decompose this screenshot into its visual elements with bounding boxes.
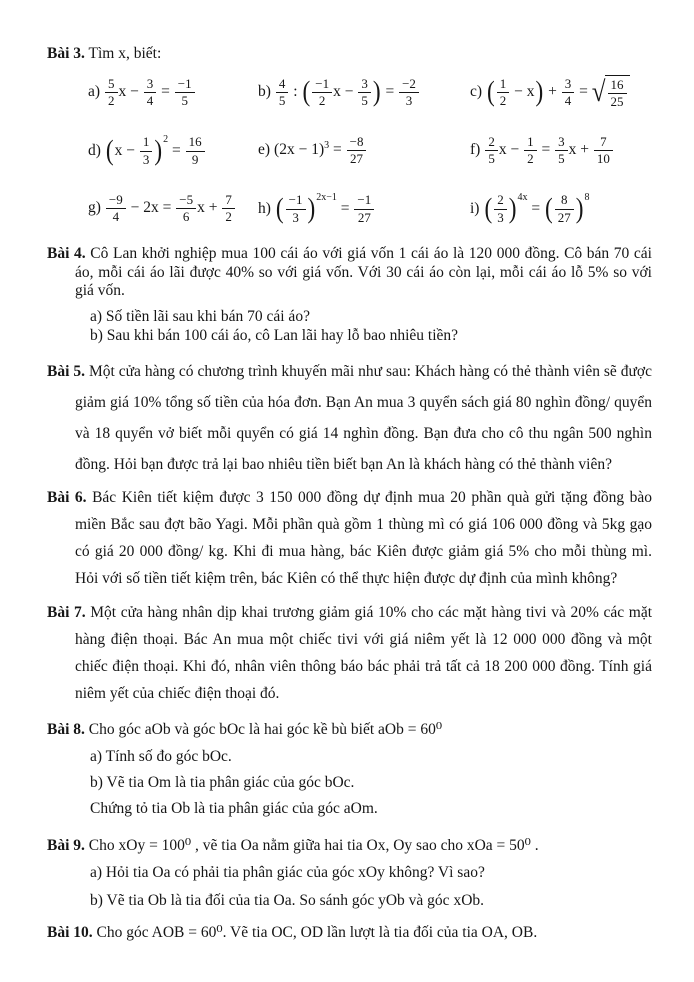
numerator: −9 bbox=[108, 191, 123, 207]
fraction bbox=[276, 77, 289, 109]
exponent: 3 bbox=[324, 139, 330, 151]
denominator: 2 bbox=[524, 150, 537, 166]
big-paren: ) bbox=[372, 75, 381, 108]
problem-4-label: Bài 4. bbox=[47, 245, 86, 263]
numerator: 1 bbox=[499, 75, 507, 91]
math-text: x + bbox=[197, 198, 222, 216]
denominator: 2 bbox=[105, 92, 118, 108]
denominator: 25 bbox=[608, 93, 627, 109]
fraction bbox=[524, 135, 537, 167]
equation-i-key: i) bbox=[470, 199, 480, 217]
problem-7-text: Một cửa hàng nhân dịp khai trương giảm giá 10% cho các mặt hàng tivi và 20% các mặt hàng điện thoại. Bác An mua một chiếc tivi với giá niêm yết là 12 000 000 đồng và một chiếc điện thoại. Khi đó, nhân viên thông báo bác phải trả tất cả 18 200 000 đồng. Tính giá niêm yết của chiếc điện thoại đó. bbox=[75, 604, 652, 703]
fraction bbox=[497, 77, 510, 109]
fraction bbox=[176, 193, 196, 225]
equation-c-math bbox=[486, 75, 629, 110]
denominator: 3 bbox=[286, 209, 306, 225]
numerator: 1 bbox=[527, 133, 534, 149]
problem-8-sub-c: Chứng tỏ tia Ob là tia phân giác của góc aOm. bbox=[90, 800, 378, 818]
fraction bbox=[399, 77, 419, 109]
problem-4 bbox=[47, 245, 652, 345]
problem-9-label: Bài 9. bbox=[47, 836, 85, 854]
numerator: 4 bbox=[278, 75, 286, 91]
numerator: 3 bbox=[146, 75, 154, 91]
big-paren: ) bbox=[535, 75, 544, 108]
denominator: 3 bbox=[494, 209, 507, 225]
problem-4-sub-b: b) Sau khi bán 100 cái áo, cô Lan lãi hay lỗ bao nhiêu tiền? bbox=[90, 326, 459, 344]
fraction bbox=[594, 135, 613, 167]
equation-g-math bbox=[105, 191, 236, 224]
fraction bbox=[186, 135, 205, 167]
problem-10 bbox=[47, 921, 652, 944]
fraction bbox=[140, 135, 153, 167]
numerator: 16 bbox=[610, 77, 624, 93]
fraction bbox=[354, 193, 374, 225]
fraction bbox=[555, 193, 574, 225]
numerator: −1 bbox=[357, 192, 372, 208]
math-text: x − bbox=[114, 141, 139, 159]
numerator: 2 bbox=[488, 133, 495, 149]
numerator: 16 bbox=[188, 134, 202, 150]
fraction bbox=[105, 77, 118, 109]
big-paren: ) bbox=[154, 134, 163, 167]
equation-f bbox=[470, 135, 652, 167]
exponent: 4x bbox=[517, 191, 528, 203]
denominator: 4 bbox=[144, 92, 157, 108]
problem-7-label: Bài 7. bbox=[47, 604, 86, 622]
numerator: 7 bbox=[600, 133, 607, 149]
problem-9 bbox=[47, 832, 652, 916]
fraction bbox=[608, 78, 627, 110]
numerator: 2 bbox=[497, 192, 504, 208]
problem-3-heading bbox=[47, 44, 652, 63]
denominator: 2 bbox=[497, 92, 510, 108]
math-text: (2x − 1) bbox=[274, 140, 325, 158]
big-paren: ( bbox=[544, 192, 553, 225]
fraction bbox=[106, 193, 126, 225]
equation-a bbox=[88, 77, 258, 109]
problem-5-body bbox=[47, 356, 652, 480]
denominator: 5 bbox=[485, 150, 498, 166]
fraction bbox=[485, 135, 498, 167]
equation-h-key: h) bbox=[258, 199, 271, 217]
equation-b-math bbox=[275, 75, 420, 108]
denominator: 10 bbox=[594, 150, 613, 166]
math-text: = bbox=[527, 199, 544, 217]
math-text: = bbox=[329, 140, 346, 158]
math-text: x − bbox=[118, 82, 143, 100]
equation-e bbox=[258, 135, 470, 167]
math-text: : bbox=[289, 82, 302, 100]
numerator: 8 bbox=[560, 192, 568, 208]
big-paren: ( bbox=[275, 192, 284, 225]
numerator: −1 bbox=[177, 75, 192, 91]
problem-6-text: Bác Kiên tiết kiệm được 3 150 000 đồng dự định mua 20 phần quà gửi tặng đồng bào miền Bắc sau đợt bão Yagi. Mỗi phần quà gồm 1 thùng mì có giá 106 000 đồng và 5kg gạo có giá 20 000 đồng/ kg. Khi đi mua hàng, bác Kiên được giảm giá 5% cho mỗi thùng mì. Hỏi với số tiền tiết kiệm trên, bác Kiên có thể thực hiện được dự định của mình không? bbox=[75, 489, 653, 588]
problem-10-label: Bài 10. bbox=[47, 924, 93, 942]
denominator: 4 bbox=[562, 92, 575, 108]
problem-5-label: Bài 5. bbox=[47, 363, 85, 381]
equation-b bbox=[258, 77, 470, 109]
equation-c-key: c) bbox=[470, 82, 483, 100]
equation-a-math bbox=[104, 75, 196, 108]
equation-row-1 bbox=[47, 63, 652, 121]
numerator: −2 bbox=[402, 75, 416, 91]
numerator: 3 bbox=[564, 75, 572, 91]
problem-4-body bbox=[47, 245, 652, 300]
equation-d bbox=[88, 134, 258, 167]
problem-7 bbox=[47, 600, 652, 708]
math-text: x − bbox=[498, 140, 524, 158]
exponent: 2x−1 bbox=[316, 191, 337, 203]
denominator: 2 bbox=[312, 92, 332, 108]
square-root bbox=[592, 75, 630, 110]
math-text: + bbox=[544, 82, 561, 100]
equation-g bbox=[88, 193, 258, 225]
equation-i bbox=[470, 192, 652, 225]
math-text: x + bbox=[568, 140, 593, 158]
big-paren: ( bbox=[487, 75, 495, 108]
problem-3-intro: Tìm x, biết: bbox=[88, 45, 162, 62]
fraction bbox=[312, 77, 332, 109]
numerator: 5 bbox=[108, 75, 115, 91]
math-text: − x bbox=[510, 82, 535, 100]
math-text: − 2x = bbox=[126, 198, 176, 216]
problem-9-text: Cho xOy = 100⁰ , vẽ tia Oa nằm giữa hai tia Ox, Oy sao cho xOa = 50⁰ . bbox=[88, 836, 539, 854]
numerator: 3 bbox=[361, 75, 368, 91]
exponent: 2 bbox=[163, 133, 169, 145]
equation-e-math bbox=[274, 133, 367, 166]
numerator: 1 bbox=[142, 134, 150, 150]
numerator: −1 bbox=[288, 192, 303, 208]
equation-b-key: b) bbox=[258, 82, 271, 100]
problem-8-sub-a: a) Tính số đo góc bOc. bbox=[90, 747, 232, 765]
math-text: = bbox=[168, 141, 185, 159]
big-paren: ( bbox=[302, 75, 311, 108]
problem-10-text: Cho góc AOB = 60⁰. Vẽ tia OC, OD lần lượt là tia đối của tia OA, OB. bbox=[96, 924, 538, 942]
problem-4-subs bbox=[90, 308, 652, 345]
equation-h-math bbox=[275, 191, 375, 225]
equation-f-key: f) bbox=[470, 140, 481, 158]
problem-7-body bbox=[47, 600, 652, 708]
fraction bbox=[286, 193, 306, 225]
problem-8-body bbox=[47, 717, 652, 743]
numerator: 3 bbox=[558, 133, 565, 149]
problem-3-label: Bài 3. bbox=[47, 45, 85, 62]
problem-8-text: Cho góc aOb và góc bOc là hai góc kề bù biết aOb = 60⁰ bbox=[88, 721, 443, 739]
equation-c bbox=[470, 75, 652, 110]
fraction bbox=[222, 193, 235, 225]
denominator: 4 bbox=[106, 208, 126, 224]
problem-3 bbox=[47, 44, 652, 237]
math-text: x − bbox=[333, 82, 358, 100]
fraction bbox=[358, 77, 371, 109]
denominator: 5 bbox=[175, 92, 195, 108]
equation-row-3 bbox=[47, 179, 652, 237]
big-paren: ) bbox=[575, 192, 584, 225]
equation-d-key: d) bbox=[88, 141, 101, 159]
numerator: −1 bbox=[315, 75, 330, 91]
problem-9-subs bbox=[90, 859, 652, 915]
problem-8 bbox=[47, 717, 652, 822]
denominator: 3 bbox=[140, 151, 153, 167]
problem-4-text: Cô Lan khởi nghiệp mua 100 cái áo với giá vốn 1 cái áo là 120 000 đồng. Cô bán 70 cái áo, mỗi cái áo lãi được 40% so với giá vốn. Với 30 cái áo còn lại, mỗi cái áo lỗ 5% so với giá vốn. bbox=[75, 245, 652, 299]
equation-a-key: a) bbox=[88, 82, 101, 100]
denominator: 2 bbox=[222, 208, 235, 224]
radical-sign: √ bbox=[591, 76, 606, 108]
big-paren: ) bbox=[508, 192, 517, 225]
fraction bbox=[347, 135, 367, 167]
equation-e-key: e) bbox=[258, 140, 271, 158]
problem-10-body bbox=[47, 921, 652, 944]
equation-d-math bbox=[105, 133, 206, 167]
denominator: 5 bbox=[358, 92, 371, 108]
numerator: 7 bbox=[225, 191, 232, 207]
denominator: 9 bbox=[186, 151, 205, 167]
math-text: = bbox=[381, 82, 399, 100]
denominator: 5 bbox=[276, 92, 289, 108]
numerator: −5 bbox=[179, 191, 194, 207]
problem-9-sub-a: a) Hỏi tia Oa có phải tia phân giác của góc xOy không? Vì sao? bbox=[90, 864, 485, 882]
radicand bbox=[605, 75, 630, 110]
math-text: = bbox=[336, 199, 354, 217]
big-paren: ( bbox=[105, 134, 114, 167]
fraction bbox=[562, 77, 575, 109]
problem-8-sub-b: b) Vẽ tia Om là tia phân giác của góc bOc. bbox=[90, 773, 355, 791]
fraction bbox=[555, 135, 568, 167]
denominator: 5 bbox=[555, 150, 568, 166]
problem-6-label: Bài 6. bbox=[47, 489, 87, 507]
big-paren: ( bbox=[484, 192, 493, 225]
numerator: −8 bbox=[349, 133, 364, 149]
big-paren: ) bbox=[307, 192, 316, 225]
problem-9-sub-b: b) Vẽ tia Ob là tia đối của tia Oa. So sánh góc yOb và góc xOb. bbox=[90, 892, 485, 910]
denominator: 27 bbox=[347, 150, 367, 166]
denominator: 6 bbox=[176, 208, 196, 224]
denominator: 27 bbox=[555, 209, 574, 225]
problem-6 bbox=[47, 485, 652, 593]
equation-i-math bbox=[483, 191, 590, 225]
problem-5-text: Một cửa hàng có chương trình khuyến mãi như sau: Khách hàng có thẻ thành viên sẽ được giảm giá 10% tổng số tiền của hóa đơn. Bạn An mua 3 quyển sách giá 80 nghìn đồng/ quyển và 18 quyển vở biết mỗi quyển có giá 14 nghìn đồng. Bạn đưa cho cô thu ngân 500 nghìn đồng. Hỏi bạn được trả lại bao nhiêu tiền biết bạn An là khách hàng có thẻ thành viên? bbox=[75, 363, 652, 474]
problem-6-body bbox=[47, 485, 652, 593]
math-text: = bbox=[537, 140, 555, 158]
denominator: 3 bbox=[399, 92, 419, 108]
math-text: = bbox=[575, 82, 592, 100]
exponent: 8 bbox=[584, 191, 590, 203]
fraction bbox=[175, 77, 195, 109]
problem-5 bbox=[47, 356, 652, 480]
problem-4-sub-a: a) Số tiền lãi sau khi bán 70 cái áo? bbox=[90, 308, 310, 326]
equation-f-math bbox=[484, 133, 614, 166]
denominator: 27 bbox=[354, 209, 374, 225]
problem-8-subs bbox=[90, 744, 652, 823]
equation-h bbox=[258, 192, 470, 225]
fraction bbox=[144, 77, 157, 109]
equation-g-key: g) bbox=[88, 198, 101, 216]
fraction bbox=[494, 193, 507, 225]
math-text: = bbox=[157, 82, 174, 100]
problem-9-body bbox=[47, 832, 652, 860]
problem-8-label: Bài 8. bbox=[47, 721, 85, 739]
equation-row-2 bbox=[47, 121, 652, 179]
